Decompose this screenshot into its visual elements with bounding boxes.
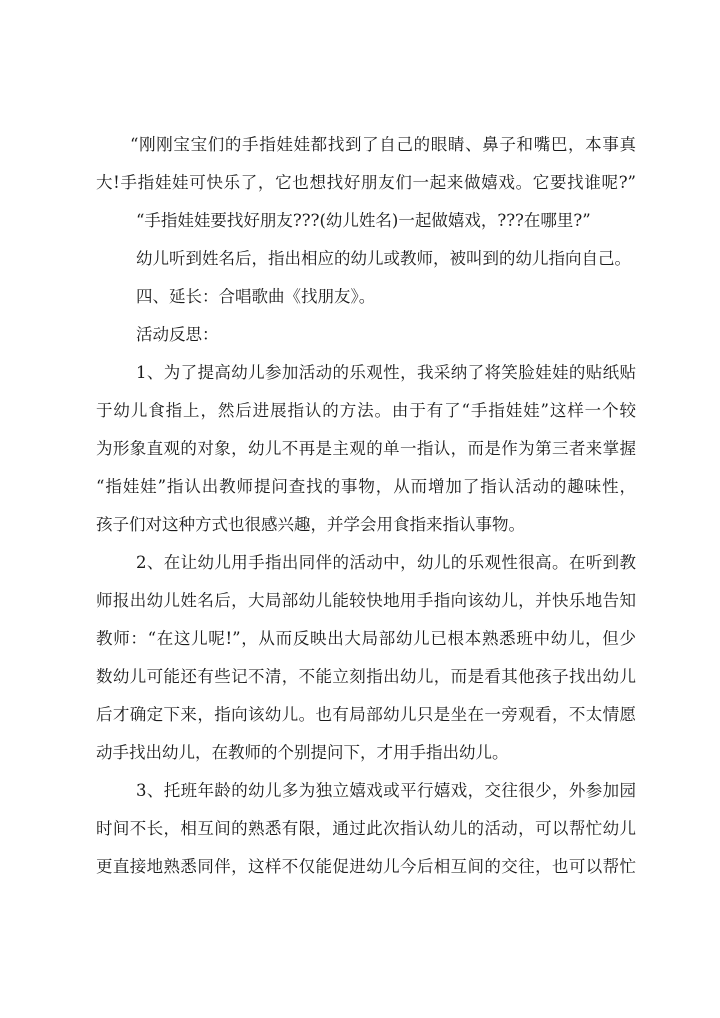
paragraph-1-line-2: 大!手指娃娃可快乐了，它也想找好朋友们一起来做嬉戏。它要找谁呢?” — [96, 173, 636, 192]
paragraph-7-line-2: 师报出幼儿姓名后，大局部幼儿能较快地用手指向该幼儿，并快乐地告知 — [96, 591, 636, 610]
paragraph-2-line-1: “手指娃娃要找好朋友???(幼儿姓名)一起做嬉戏，???在哪里?” — [136, 211, 591, 230]
paragraph-8-line-3: 更直接地熟悉同伴，这样不仅能促进幼儿今后相互间的交往，也可以帮忙 — [96, 857, 636, 876]
paragraph-3-line-1: 幼儿听到姓名后，指出相应的幼儿或教师，被叫到的幼儿指向自己。 — [136, 249, 631, 268]
section-heading-reflection: 活动反思： — [136, 325, 219, 344]
paragraph-6-line-2: 于幼儿食指上，然后进展指认的方法。由于有了“手指娃娃”这样一个较 — [96, 401, 636, 420]
paragraph-6-line-1: 1、为了提高幼儿参加活动的乐观性，我采纳了将笑脸娃娃的贴纸贴 — [136, 363, 636, 382]
section-heading-extension: 四、延长：合唱歌曲《找朋友》。 — [136, 287, 376, 306]
paragraph-7-line-1: 2、在让幼儿用手指出同伴的活动中，幼儿的乐观性很高。在听到教 — [136, 553, 636, 572]
paragraph-8-line-1: 3、托班年龄的幼儿多为独立嬉戏或平行嬉戏，交往很少，外参加园 — [136, 781, 636, 800]
paragraph-7-line-5: 后才确定下来，指向该幼儿。也有局部幼儿只是坐在一旁观看，不太情愿 — [96, 705, 636, 724]
paragraph-7-line-3: 教师：“在这儿呢!”，从而反映出大局部幼儿已根本熟悉班中幼儿，但少 — [96, 629, 636, 648]
paragraph-6-line-3: 为形象直观的对象，幼儿不再是主观的单一指认，而是作为第三者来掌握 — [96, 439, 636, 458]
paragraph-7-line-4: 数幼儿可能还有些记不清，不能立刻指出幼儿，而是看其他孩子找出幼儿 — [96, 667, 636, 686]
paragraph-8-line-2: 时间不长，相互间的熟悉有限，通过此次指认幼儿的活动，可以帮忙幼儿 — [96, 819, 636, 838]
paragraph-6-line-5: 孩子们对这种方式也很感兴趣，并学会用食指来指认事物。 — [96, 515, 525, 534]
paragraph-7-line-6: 动手找出幼儿，在教师的个别提问下，才用手指出幼儿。 — [96, 743, 509, 762]
paragraph-6-line-4: “指娃娃”指认出教师提问查找的事物，从而增加了指认活动的趣味性， — [96, 477, 636, 496]
paragraph-1-line-1: “刚刚宝宝们的手指娃娃都找到了自己的眼睛、鼻子和嘴巴，本事真 — [130, 135, 636, 154]
